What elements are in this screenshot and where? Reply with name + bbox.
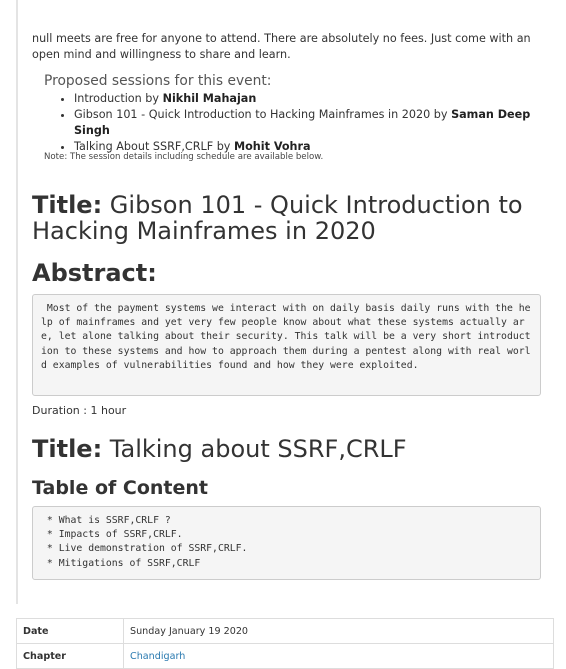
session-title: Introduction by bbox=[74, 92, 163, 105]
toc-heading: Table of Content bbox=[32, 477, 208, 499]
duration: Duration : 1 hour bbox=[32, 404, 127, 417]
session-speaker: Saman Deep Singh bbox=[74, 108, 531, 137]
session-item bbox=[74, 91, 546, 107]
session-title: Gibson 101 - Quick Introduction to Hacking Mainframes in 2020 by bbox=[74, 108, 452, 121]
session-item bbox=[74, 107, 546, 139]
chapter-label: Chapter bbox=[17, 644, 124, 669]
event-description bbox=[16, 0, 546, 604]
sessions-heading: Proposed sessions for this event: bbox=[44, 73, 272, 89]
talk1-title: Gibson 101 - Quick Introduction to Hacking Mainframes in 2020 bbox=[32, 191, 523, 245]
schedule-note: Note: The session details including schedule are available below. bbox=[44, 152, 324, 162]
date-label: Date bbox=[17, 619, 124, 644]
chapter-cell bbox=[124, 644, 554, 669]
session-title: Talking About SSRF,CRLF by bbox=[74, 140, 234, 153]
toc-code-block: * What is SSRF,CRLF ? * Impacts of SSRF,CRLF. * Live demonstration of SSRF,CRLF. * Mitigations of SSRF,CRLF bbox=[32, 506, 541, 580]
title-label: Title: bbox=[32, 435, 103, 463]
sessions-list bbox=[60, 91, 546, 155]
title-label: Title: bbox=[32, 191, 103, 219]
talk1-heading bbox=[32, 192, 532, 244]
intro-text: null meets are free for anyone to attend. There are absolutely no fees. Just come with an open mind and willingness to share and learn. bbox=[32, 32, 531, 61]
abstract-heading: Abstract: bbox=[32, 259, 157, 287]
table-row bbox=[17, 644, 554, 669]
session-speaker: Mohit Vohra bbox=[233, 140, 311, 153]
talk2-title: Talking about SSRF,CRLF bbox=[102, 435, 407, 463]
event-meta-table bbox=[16, 618, 554, 669]
chapter-link[interactable]: Chandigarh bbox=[130, 650, 186, 662]
talk2-heading bbox=[32, 436, 407, 462]
session-speaker: Nikhil Mahajan bbox=[162, 92, 257, 105]
date-value: Sunday January 19 2020 bbox=[124, 619, 554, 644]
abstract-code-block: Most of the payment systems we interact with on daily basis daily runs with the help of mainframes and yet very few people know about what these systems actually are, let alone talking about their security. This talk will be a very short introduction to these systems and how to approach them during a pentest along with real world examples of vulnerabilities found and how they were exploited. bbox=[32, 294, 541, 396]
table-row bbox=[17, 619, 554, 644]
